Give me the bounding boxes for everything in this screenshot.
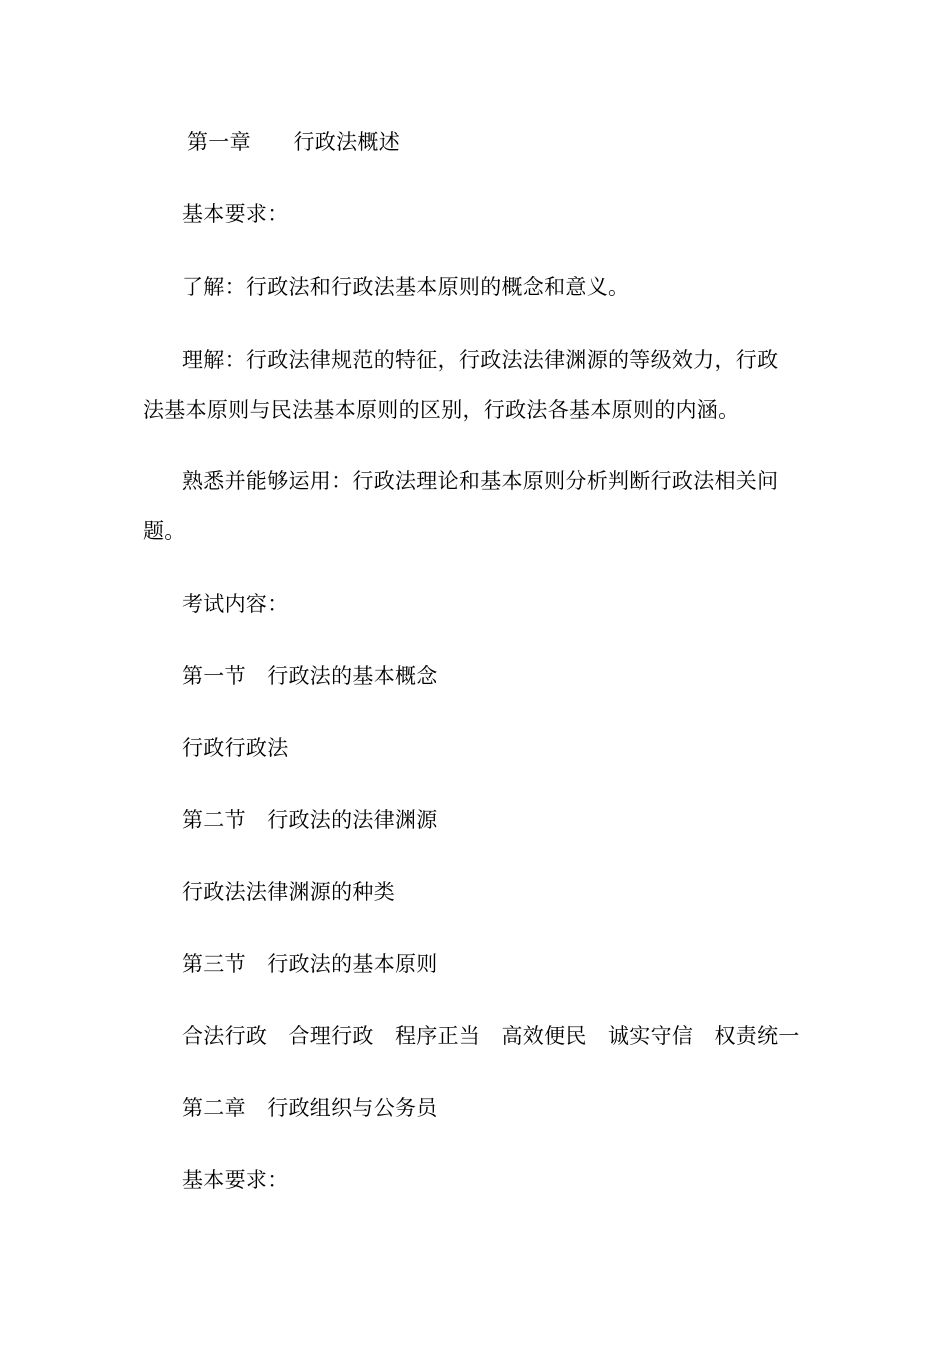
ch1-basic-requirements-label: 基本要求： — [182, 202, 289, 226]
section-2-title: 第二节 行政法的法律渊源 — [182, 808, 438, 832]
ch2-basic-requirements-label: 基本要求： — [182, 1168, 289, 1192]
ch1-comprehend-text-line1: 理解：行政法律规范的特征，行政法法律渊源的等级效力，行政 — [182, 348, 779, 372]
section-3-title: 第三节 行政法的基本原则 — [182, 952, 438, 976]
ch1-understand-text: 了解：行政法和行政法基本原则的概念和意义。 — [182, 275, 630, 299]
section-1-title: 第一节 行政法的基本概念 — [182, 664, 438, 688]
ch1-comprehend-text-line2: 法基本原则与民法基本原则的区别，行政法各基本原则的内涵。 — [143, 398, 740, 422]
ch1-apply-text-line1: 熟悉并能够运用：行政法理论和基本原则分析判断行政法相关问 — [182, 469, 779, 493]
ch1-apply-text-line2: 题。 — [143, 519, 186, 543]
section-1-content: 行政行政法 — [182, 736, 289, 760]
chapter-2-title: 第二章 行政组织与公务员 — [182, 1096, 438, 1120]
section-3-content: 合法行政 合理行政 程序正当 高效便民 诚实守信 权责统一 — [182, 1024, 800, 1048]
chapter-1-title: 第一章 行政法概述 — [187, 130, 400, 154]
section-2-content: 行政法法律渊源的种类 — [182, 880, 395, 904]
ch1-exam-content-label: 考试内容： — [182, 592, 289, 616]
